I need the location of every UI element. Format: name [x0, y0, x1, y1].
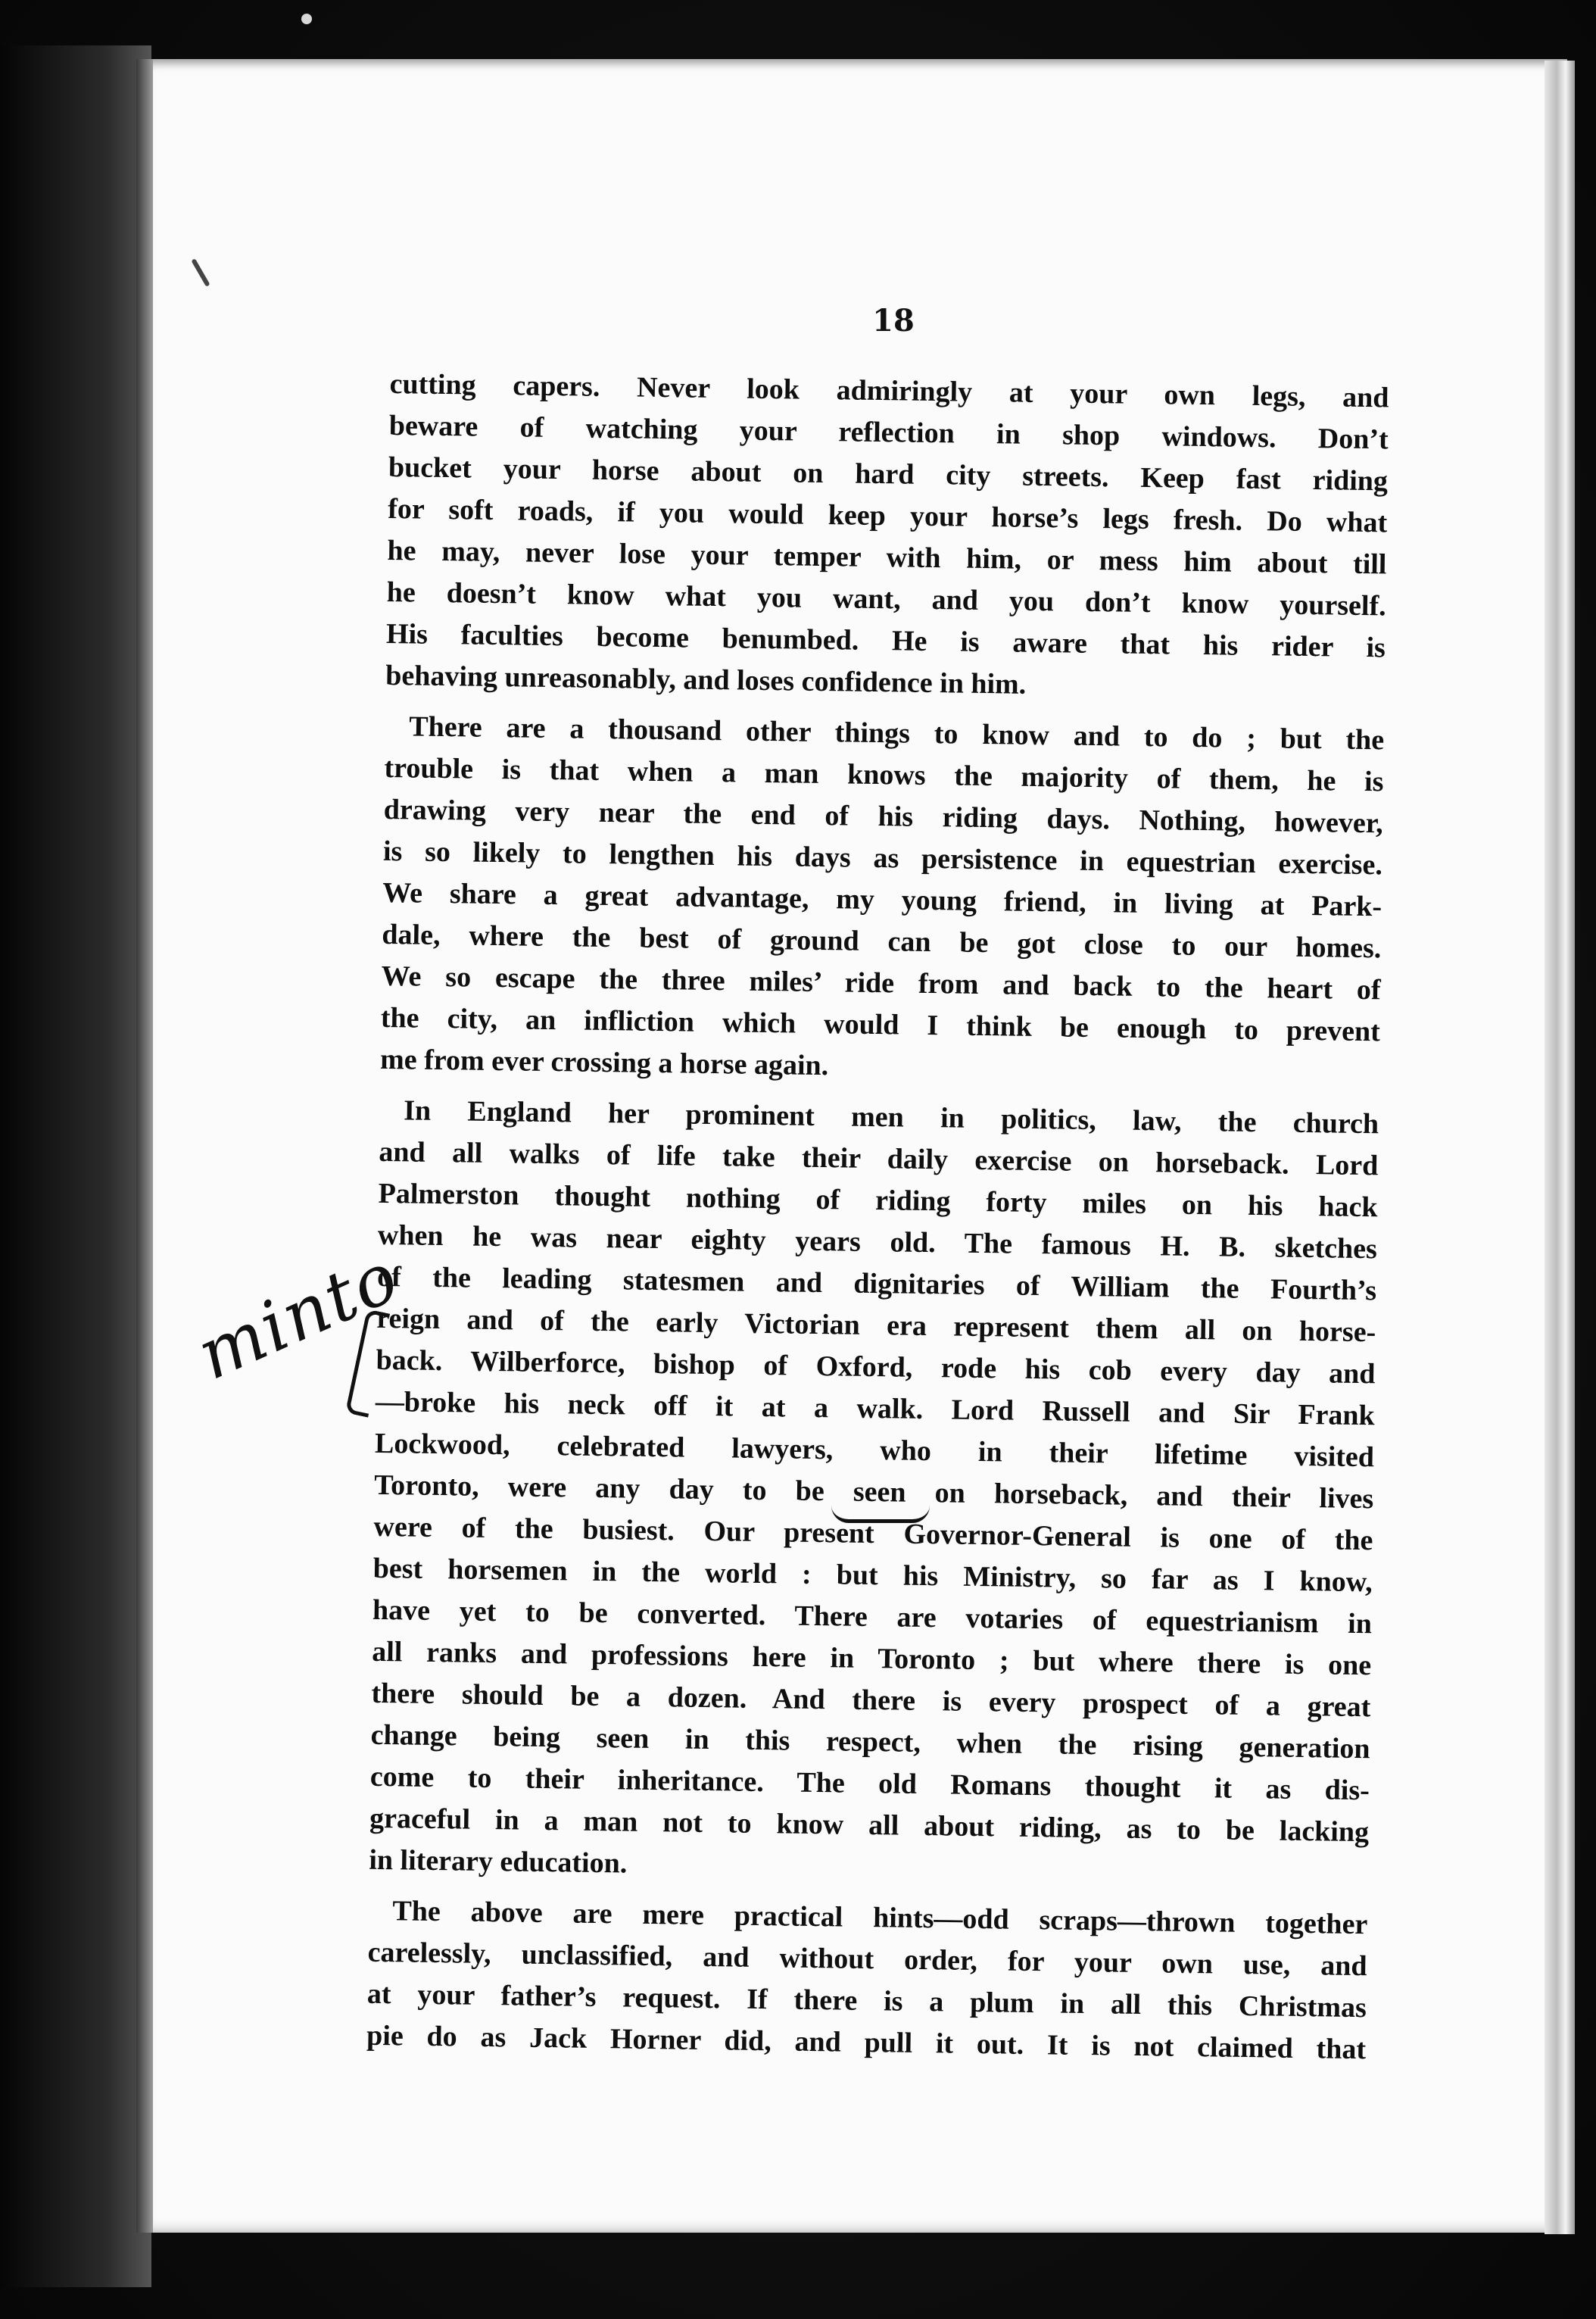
- page-number: 18: [872, 303, 915, 339]
- text-line: His faculties become benumbed. He is aware that his rider is: [385, 617, 1386, 664]
- text-line: cutting capers. Never look admiringly at your own legs, and: [389, 367, 1389, 414]
- text-line: The above are mere practical hints—odd scraps—thrown together: [392, 1895, 1368, 1941]
- text-line: all ranks and professions here in Toronto ; but where there is one: [371, 1635, 1372, 1682]
- text-line: me from ever crossing a horse again.: [379, 1043, 829, 1082]
- text-line: graceful in a man not to know all about riding, as to be lacking: [369, 1802, 1370, 1849]
- text-line: when he was near eighty years old. The famous H. B. sketches: [377, 1219, 1378, 1266]
- text-line: were of the busiest. Our present Governor-General is one of the: [373, 1510, 1373, 1557]
- text-line: —broke his neck off it at a walk. Lord Russell and Sir Frank: [375, 1385, 1376, 1432]
- text-line: reign and of the early Victorian era represent them all on horse-: [376, 1302, 1376, 1349]
- text-line: We so escape the three miles’ ride from and back to the heart of: [381, 960, 1381, 1007]
- text-line: Toronto, were any day to be seen on horseback, and their lives: [374, 1468, 1374, 1515]
- text-line: drawing very near the end of his riding days. Nothing, however,: [383, 793, 1383, 840]
- text-line: trouble is that when a man knows the majority of them, he is: [384, 751, 1384, 798]
- text-line: there should be a dozen. And there is every prospect of a great: [371, 1677, 1371, 1724]
- text-line: for soft roads, if you would keep your horse’s legs fresh. Do what: [388, 492, 1388, 539]
- text-line: back. Wilberforce, bishop of Oxford, rode his cob every day and: [376, 1344, 1376, 1390]
- handwritten-margin-note: minto: [185, 1235, 411, 1396]
- text-line: best horsemen in the world : but his Ministry, so far as I know,: [373, 1552, 1373, 1599]
- text-line: the city, an infliction which would I think be enough to prevent: [380, 1001, 1381, 1048]
- text-line: bucket your horse about on hard city streets. Keep fast riding: [388, 451, 1389, 498]
- text-line: pie do as Jack Horner did, and pull it out. It is not claimed that: [366, 2019, 1367, 2066]
- text-line: is so likely to lengthen his days as persistence in equestrian exercise.: [382, 835, 1383, 882]
- text-line: behaving unreasonably, and loses confidence in him.: [385, 659, 1027, 701]
- book-spine-shadow: [0, 45, 151, 2287]
- page-edge: [1545, 61, 1575, 2234]
- handwritten-underline: [831, 1506, 930, 1523]
- page-gutter: [136, 59, 153, 2233]
- text-line: have yet to be converted. There are votaries of equestrianism in: [372, 1593, 1373, 1640]
- text-line: he may, never lose your temper with him, or mess him about till: [387, 534, 1387, 581]
- text-line: at your father’s request. If there is a plum in all this Christmas: [366, 1977, 1367, 2024]
- dust-speck: [301, 14, 312, 24]
- text-line: carelessly, unclassified, and without order, for your own use, and: [367, 1936, 1367, 1983]
- text-line: Palmerston thought nothing of riding forty miles on his hack: [378, 1177, 1378, 1224]
- text-line: In England her prominent men in politics, law, the church: [403, 1094, 1379, 1141]
- text-line: and all walks of life take their daily exercise on horseback. Lord: [379, 1135, 1379, 1182]
- text-line: Lockwood, celebrated lawyers, who in their lifetime visited: [374, 1427, 1375, 1474]
- text-line: dale, where the best of ground can be got close to our homes.: [382, 918, 1382, 965]
- text-line: change being seen in this respect, when the rising generation: [370, 1718, 1370, 1765]
- text-line: come to their inheritance. The old Romans thought it as dis-: [369, 1760, 1370, 1807]
- text-line: he doesn’t know what you want, and you don’t know yourself.: [386, 576, 1386, 623]
- text-line: We share a great advantage, my young friend, in living at Park-: [382, 876, 1382, 923]
- text-line: beware of watching your reflection in shop windows. Don’t: [388, 409, 1389, 456]
- text-line: in literary education.: [369, 1843, 628, 1880]
- body-text: [366, 364, 1389, 2071]
- text-line: of the leading statesmen and dignitaries of William the Fourth’s: [376, 1260, 1377, 1307]
- text-line: There are a thousand other things to know and to do ; but the: [409, 710, 1385, 757]
